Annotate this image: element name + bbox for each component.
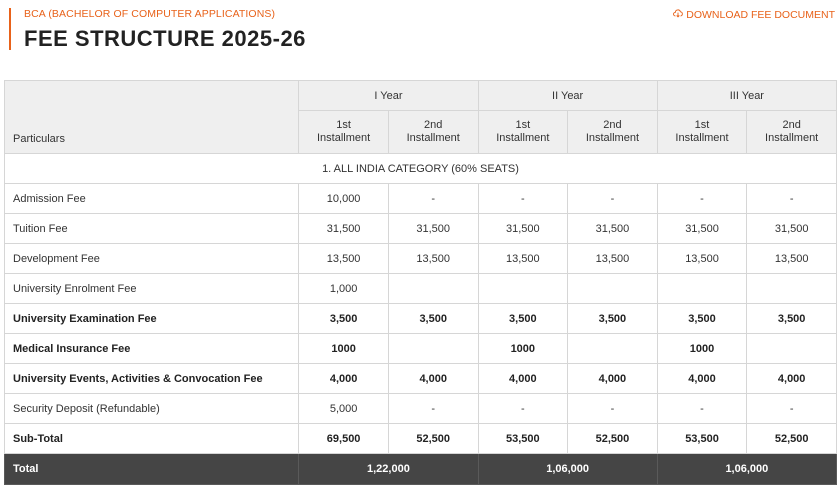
fee-label: University Examination Fee [5, 304, 299, 334]
fee-amount: 4,000 [388, 364, 478, 394]
fee-amount [657, 274, 747, 304]
total-label: Total [5, 454, 299, 485]
fee-amount: 52,500 [568, 424, 658, 454]
installment-ordinal: 1st [515, 119, 531, 131]
download-fee-document-link[interactable] [673, 8, 835, 21]
fee-row [5, 214, 837, 244]
fee-amount: 31,500 [299, 214, 389, 244]
fee-amount: 4,000 [568, 364, 658, 394]
fee-amount: 5,000 [299, 394, 389, 424]
fee-amount: 31,500 [657, 214, 747, 244]
installment-header [478, 111, 568, 154]
program-name: BCA (BACHELOR OF COMPUTER APPLICATIONS) [24, 8, 276, 20]
fee-amount: 31,500 [568, 214, 658, 244]
fee-amount: 3,500 [747, 304, 837, 334]
fee-amount: 1000 [478, 334, 568, 364]
fee-amount: - [747, 184, 837, 214]
installment-header [299, 111, 389, 154]
installment-header [388, 111, 478, 154]
fee-amount: 13,500 [478, 244, 568, 274]
fee-amount [747, 274, 837, 304]
fee-amount: 4,000 [478, 364, 568, 394]
fee-amount: 4,000 [299, 364, 389, 394]
installment-header [747, 111, 837, 154]
fee-row [5, 304, 837, 334]
fee-amount: 31,500 [747, 214, 837, 244]
fee-amount: - [478, 184, 568, 214]
fee-amount: 13,500 [299, 244, 389, 274]
fee-amount: 53,500 [657, 424, 747, 454]
fee-amount: 13,500 [568, 244, 658, 274]
installment-ordinal: 2nd [603, 119, 622, 131]
fee-label: Medical Insurance Fee [5, 334, 299, 364]
installment-header [657, 111, 747, 154]
installment-header [568, 111, 658, 154]
fee-row [5, 364, 837, 394]
fee-amount: 69,500 [299, 424, 389, 454]
fee-label: Security Deposit (Refundable) [5, 394, 299, 424]
fee-amount: 31,500 [388, 214, 478, 244]
installment-word: Installment [317, 132, 371, 144]
fee-amount: - [388, 394, 478, 424]
installment-ordinal: 1st [336, 119, 351, 131]
fee-amount: 3,500 [299, 304, 389, 334]
installment-word: Installment [496, 132, 550, 144]
fee-amount: 52,500 [388, 424, 478, 454]
page-title: FEE STRUCTURE 2025-26 [24, 26, 306, 51]
fee-amount: 1000 [299, 334, 389, 364]
fee-amount: 53,500 [478, 424, 568, 454]
fee-amount: 52,500 [747, 424, 837, 454]
fee-label: University Enrolment Fee [5, 274, 299, 304]
fee-amount [747, 334, 837, 364]
fee-amount: 4,000 [657, 364, 747, 394]
fee-amount: 31,500 [478, 214, 568, 244]
year-header: III Year [657, 81, 836, 111]
fee-row [5, 424, 837, 454]
fee-amount [568, 274, 658, 304]
installment-ordinal: 2nd [424, 119, 443, 131]
fee-amount: 1000 [657, 334, 747, 364]
fee-amount [568, 334, 658, 364]
fee-amount: 13,500 [657, 244, 747, 274]
fee-amount: 3,500 [478, 304, 568, 334]
fee-amount: 13,500 [747, 244, 837, 274]
fee-amount: 3,500 [657, 304, 747, 334]
fee-amount: - [568, 394, 658, 424]
fee-amount: - [388, 184, 478, 214]
fee-label: Tuition Fee [5, 214, 299, 244]
fee-label: University Events, Activities & Convocation Fee [5, 364, 299, 394]
total-amount: 1,06,000 [478, 454, 657, 485]
fee-row [5, 334, 837, 364]
total-amount: 1,22,000 [299, 454, 478, 485]
fee-label: Admission Fee [5, 184, 299, 214]
fee-amount: - [478, 394, 568, 424]
fee-amount: 3,500 [388, 304, 478, 334]
fee-row [5, 244, 837, 274]
installment-word: Installment [765, 132, 819, 144]
total-row [5, 454, 837, 485]
fee-amount [388, 274, 478, 304]
total-amount: 1,06,000 [657, 454, 836, 485]
fee-row [5, 184, 837, 214]
accent-bar [9, 8, 11, 50]
fee-amount: - [747, 394, 837, 424]
fee-row [5, 394, 837, 424]
fee-amount: 10,000 [299, 184, 389, 214]
fee-row [5, 274, 837, 304]
fee-label: Sub-Total [5, 424, 299, 454]
download-label: DOWNLOAD FEE DOCUMENT [686, 8, 835, 21]
year-header: II Year [478, 81, 657, 111]
fee-label: Development Fee [5, 244, 299, 274]
fee-amount: 1,000 [299, 274, 389, 304]
fee-amount: 4,000 [747, 364, 837, 394]
fee-amount [478, 274, 568, 304]
year-header: I Year [299, 81, 478, 111]
installment-word: Installment [675, 132, 729, 144]
installment-word: Installment [585, 132, 640, 144]
particulars-header: Particulars [5, 81, 299, 154]
fee-amount [388, 334, 478, 364]
fee-amount: 3,500 [568, 304, 658, 334]
category-heading: 1. ALL INDIA CATEGORY (60% SEATS) [5, 154, 837, 184]
fee-structure-table [4, 80, 837, 485]
fee-amount: - [568, 184, 658, 214]
cloud-download-icon [673, 8, 683, 21]
installment-word: Installment [406, 132, 460, 144]
page-header [0, 0, 839, 80]
fee-amount: 13,500 [388, 244, 478, 274]
installment-ordinal: 1st [694, 119, 710, 131]
fee-amount: - [657, 184, 747, 214]
fee-amount: - [657, 394, 747, 424]
installment-ordinal: 2nd [782, 119, 801, 131]
